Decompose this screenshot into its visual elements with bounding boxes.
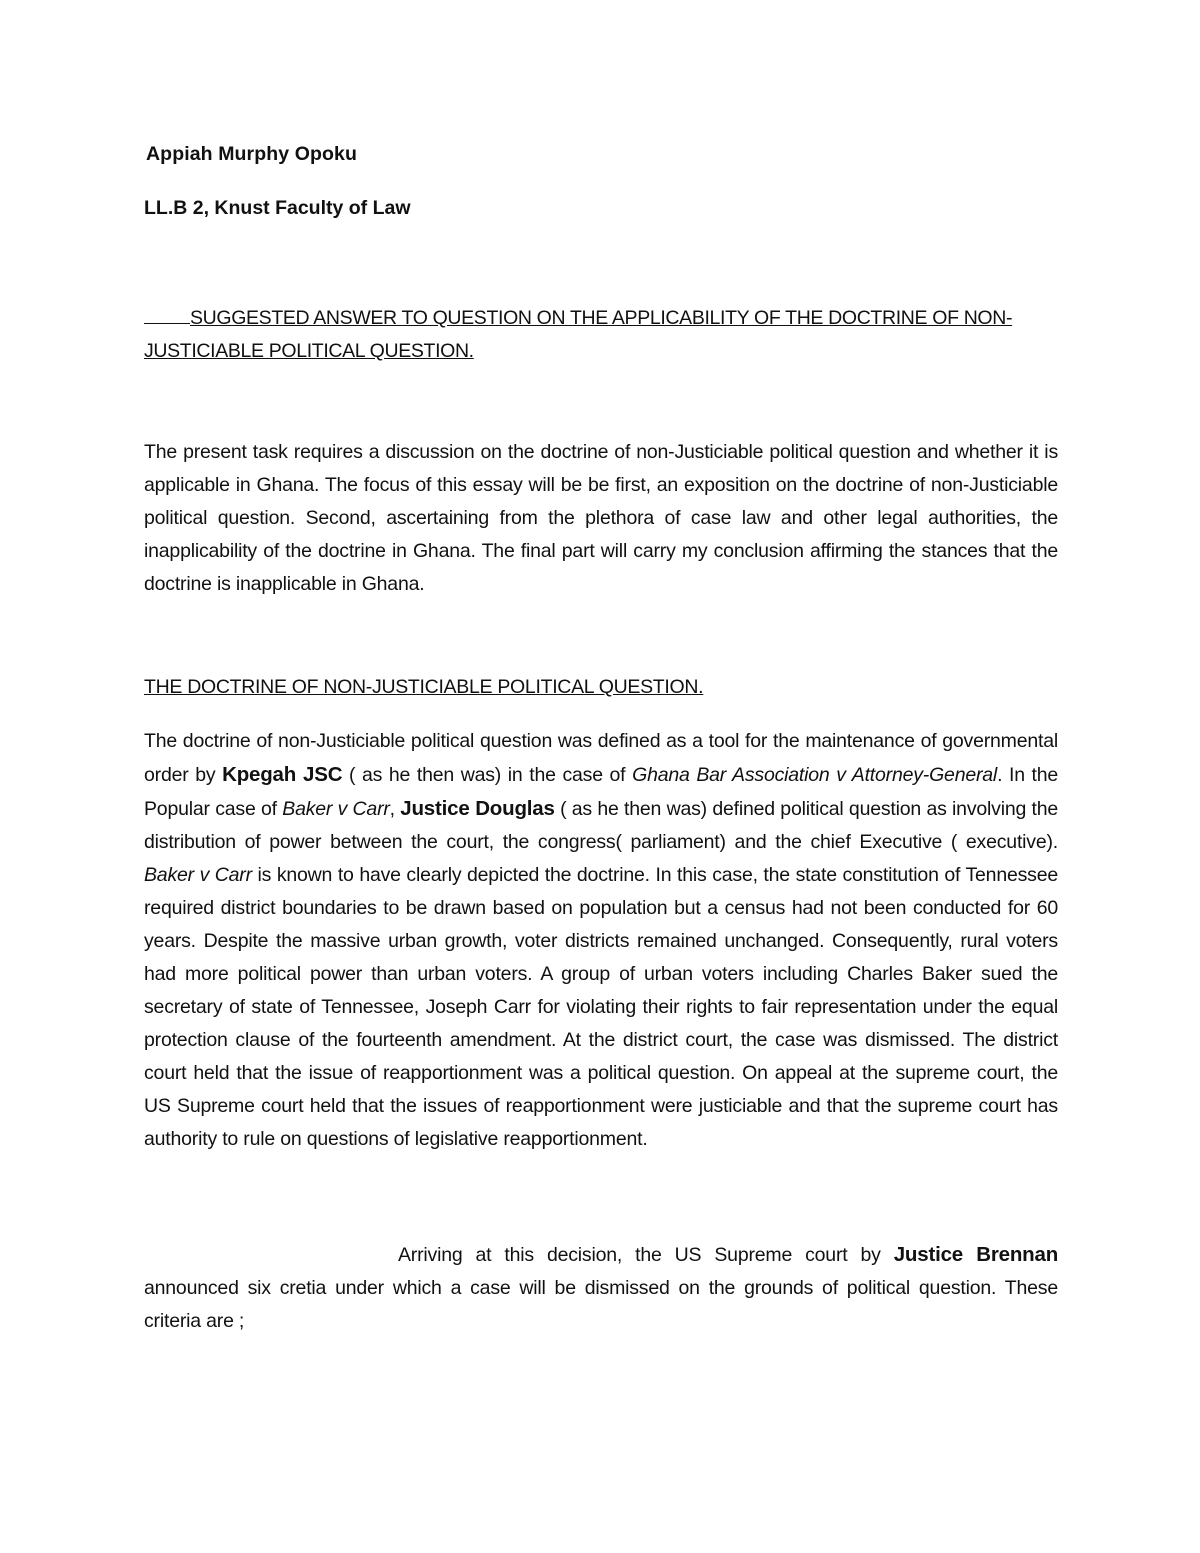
- judge-name-kpegah: Kpegah JSC: [222, 763, 343, 786]
- essay-title: [144, 302, 1056, 368]
- doctrine-text-1: The doctrine of non-Justiciable political question was defined as a tool for the maintenance of governmental order by: [144, 730, 1058, 786]
- arriving-text-1: Arriving at this decision, the US Supreme court by: [398, 1244, 881, 1266]
- author-affiliation: LL.B 2, Knust Faculty of Law: [144, 197, 411, 219]
- author-name: Appiah Murphy Opoku: [146, 143, 357, 165]
- doctrine-text-6: is known to have clearly depicted the doctrine. In this case, the state constitution of Tennessee required district boundaries to be drawn based on population but a census had not been conducted for 60 years. Despite the massive urban growth, voter districts remained unchanged. Consequently, rural voters had more political power than urban voters. A group of urban voters including Charles Baker sued the secretary of state of Tennessee, Joseph Carr for violating their rights to fair representation under the equal protection clause of the fourteenth amendment. At the district court, the case was dismissed. The district court held that the issue of reapportionment was a political question. On appeal at the supreme court, the US Supreme court held that the issues of reapportionment were justiciable and that the supreme court has authority to rule on questions of legislative reapportionment.: [144, 864, 1059, 1150]
- doctrine-paragraph: [144, 725, 1058, 1156]
- arriving-text-2: announced six cretia under which a case will be dismissed on the grounds of political question. These criteria are ;: [144, 1277, 1058, 1332]
- judge-name-douglas: Justice Douglas: [400, 797, 555, 820]
- case-name-baker-1: Baker v Carr: [282, 798, 390, 820]
- title-leading-underline: [144, 306, 190, 324]
- section-heading: THE DOCTRINE OF NON-JUSTICIABLE POLITICAL QUESTION.: [144, 676, 704, 698]
- judge-name-brennan: Justice Brennan: [893, 1243, 1059, 1266]
- arriving-paragraph: [144, 1238, 1058, 1338]
- essay-title-text: SUGGESTED ANSWER TO QUESTION ON THE APPLICABILITY OF THE DOCTRINE OF NON-JUSTICIABLE POLITICAL QUESTION.: [144, 307, 1013, 362]
- doctrine-text-3: . In the Popular case of: [144, 764, 1059, 820]
- case-name-gba: Ghana Bar Association v Attorney-General: [632, 764, 998, 786]
- case-name-baker-2: Baker v Carr: [144, 864, 252, 886]
- doctrine-text-4: ,: [389, 798, 395, 820]
- doctrine-text-2: ( as he then was) in the case of: [349, 764, 626, 786]
- doctrine-text-5: ( as he then was) defined political question as involving the distribution of power between the court, the congress( parliament) and the chief Executive ( executive).: [144, 798, 1059, 853]
- intro-paragraph: The present task requires a discussion on the doctrine of non-Justiciable political question and whether it is applicable in Ghana. The focus of this essay will be be first, an exposition on the doctrine of non-Justiciable political question. Second, ascertaining from the plethora of case law and other legal authorities, the inapplicability of the doctrine in Ghana. The final part will carry my conclusion affirming the stances that the doctrine is inapplicable in Ghana.: [144, 441, 1058, 595]
